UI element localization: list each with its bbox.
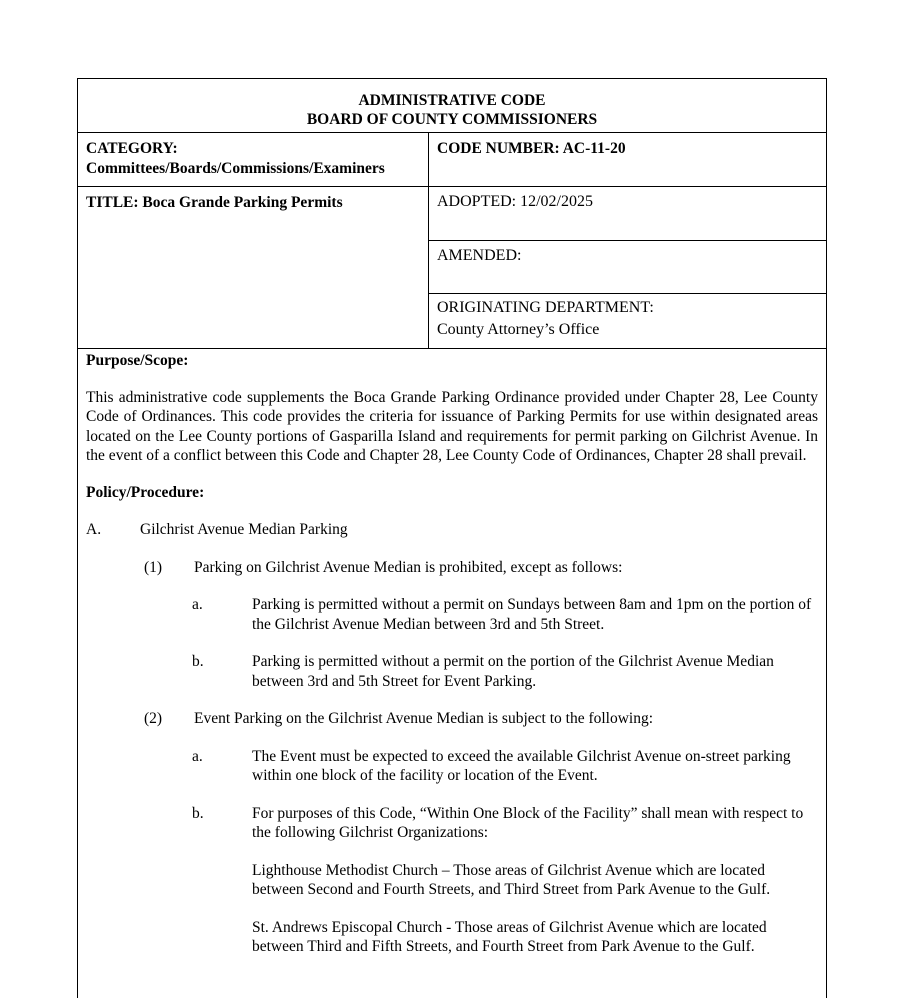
purpose-text: This administrative code supplements the Boca Grande Parking Ordinance provided under Chapter 28, Lee County Code of Ordinances. This code provides the criteria for issuance of Parking Permits for use within designated areas located on the Lee County portions of Gasparilla Island and requirements for permit parking on Gilchrist Avenue. In the event of a conflict between this Code and Chapter 28, Lee County Code of Ordinances, Chapter 28 shall prevail. xyxy=(86,388,818,464)
organization-paragraph: St. Andrews Episcopal Church - Those areas of Gilchrist Avenue which are located between Third and Fifth Streets, and Fourth Street from Park Avenue to the Gulf. xyxy=(252,918,767,955)
dates-stack xyxy=(429,187,826,348)
code-number-cell xyxy=(429,133,826,186)
header-line-2: BOARD OF COUNTY COMMISSIONERS xyxy=(306,111,598,128)
item-2b-label: b. xyxy=(192,804,204,822)
amended-cell xyxy=(429,241,826,295)
document-page xyxy=(77,78,827,998)
item-1b-text: Parking is permitted without a permit on the portion of the Gilchrist Avenue Median between 3rd and 5th Street for Event Parking. xyxy=(252,653,774,690)
item-1a-text: Parking is permitted without a permit on Sundays between 8am and 1pm on the portion of the Gilchrist Avenue Median between 3rd and 5th Street. xyxy=(252,596,812,633)
item-1-text: Parking on Gilchrist Avenue Median is prohibited, except as follows: xyxy=(194,558,623,576)
document-header xyxy=(78,79,826,133)
adopted-date: ADOPTED: 12/02/2025 xyxy=(437,193,593,210)
title-row xyxy=(78,187,826,349)
item-2-text: Event Parking on the Gilchrist Avenue Median is subject to the following: xyxy=(194,710,654,727)
item-1a-label: a. xyxy=(192,596,203,613)
amended-label: AMENDED: xyxy=(437,246,522,264)
category-cell xyxy=(78,133,429,186)
originating-value: County Attorney’s Office xyxy=(437,321,600,339)
organization-paragraph: Lighthouse Methodist Church – Those areas of Gilchrist Avenue which are located between Second and Fourth Streets, and Third Street from Park Avenue to the Gulf. xyxy=(252,861,771,898)
item-2a-label: a. xyxy=(192,747,203,765)
title-cell xyxy=(78,187,429,348)
category-label: CATEGORY: xyxy=(86,140,178,157)
document-body xyxy=(78,351,826,957)
policy-heading: Policy/Procedure: xyxy=(86,483,205,501)
purpose-heading: Purpose/Scope: xyxy=(86,352,189,369)
section-a-title: Gilchrist Avenue Median Parking xyxy=(140,521,348,538)
item-2a-text: The Event must be expected to exceed the available Gilchrist Avenue on-street parking within one block of the facility or location of the Event. xyxy=(252,747,791,784)
category-value: Committees/Boards/Commissions/Examiners xyxy=(86,160,385,177)
document-title: TITLE: Boca Grande Parking Permits xyxy=(86,194,343,211)
originating-label: ORIGINATING DEPARTMENT: xyxy=(437,299,654,317)
item-1a xyxy=(86,595,818,634)
item-1b-label: b. xyxy=(192,653,204,670)
code-number: CODE NUMBER: AC-11-20 xyxy=(437,140,626,157)
section-a-label: A. xyxy=(86,521,102,538)
item-2-label: (2) xyxy=(144,710,163,727)
item-2b-text: For purposes of this Code, “Within One Block of the Facility” shall mean with respect to the following Gilchrist Organizations: xyxy=(252,804,804,841)
category-row xyxy=(78,133,826,187)
header-line-1: ADMINISTRATIVE CODE xyxy=(358,92,546,109)
adopted-cell xyxy=(429,187,826,241)
originating-cell xyxy=(429,294,826,348)
item-1 xyxy=(86,558,818,578)
item-2b xyxy=(86,804,818,843)
section-a xyxy=(86,520,818,540)
item-2 xyxy=(86,709,818,729)
item-1-label: (1) xyxy=(144,558,163,576)
item-2a xyxy=(86,747,818,786)
item-1b xyxy=(86,652,818,691)
